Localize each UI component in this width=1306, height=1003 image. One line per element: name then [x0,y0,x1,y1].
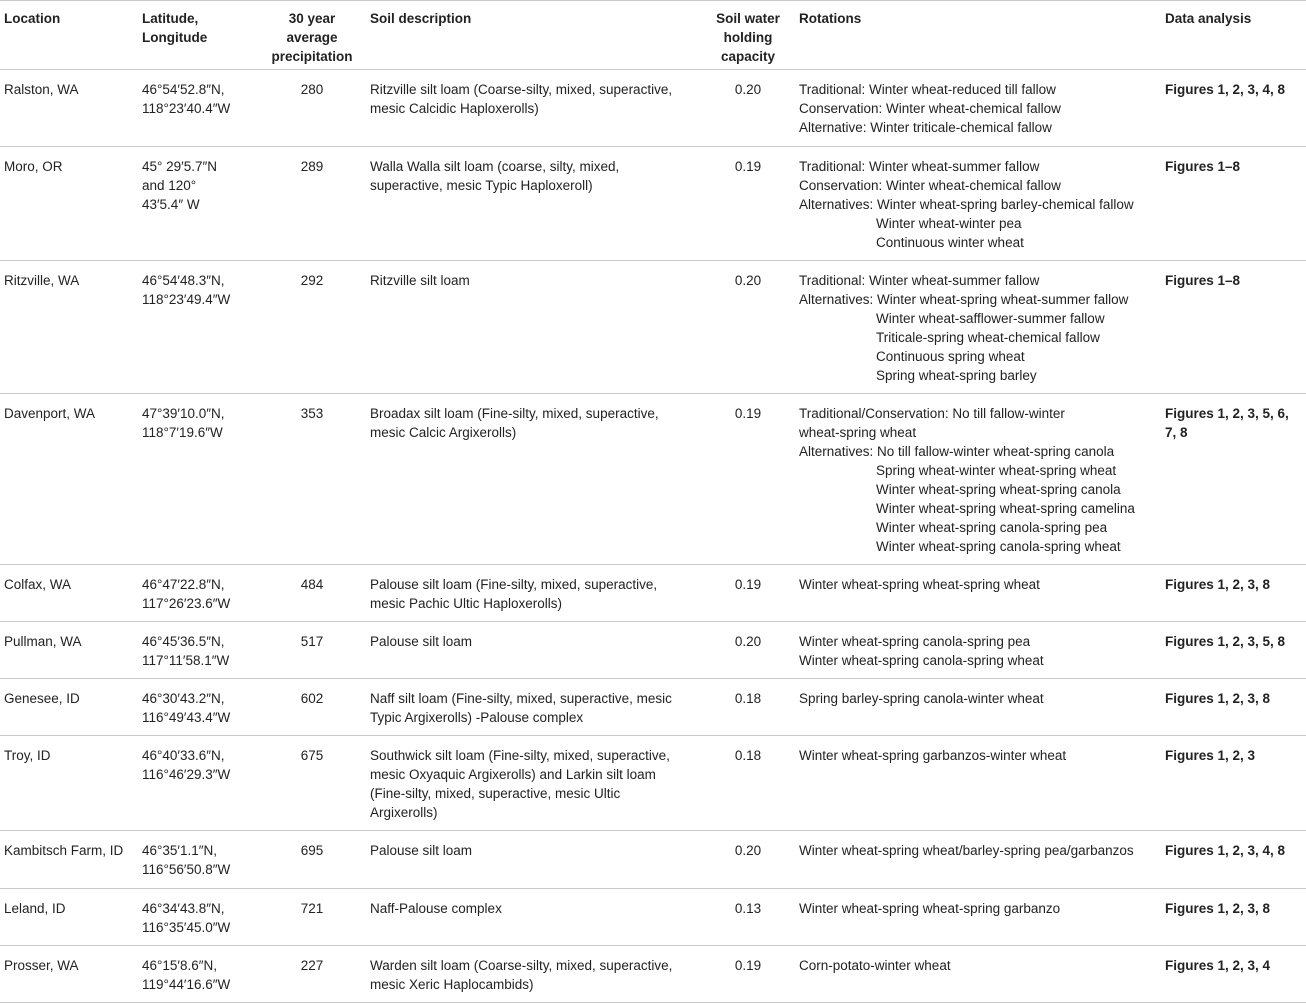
rotation-line: Winter wheat-spring canola-spring pea [876,520,1108,535]
precipitation-cell: 484 [300,577,324,592]
header-precipitation: 30 year average precipitation [271,11,353,64]
water-capacity-cell: 0.19 [734,577,762,592]
table-row [0,261,1306,394]
rotations-cell [795,565,1161,622]
location-cell: Ritzville, WA [4,273,80,288]
figures-reference: Figures 1, 2, 3, 5, 8 [1165,634,1286,649]
precipitation-cell: 675 [300,748,324,763]
latlon-line: 46°30′43.2″N, [142,691,225,706]
rotation-line: Winter wheat-spring wheat-spring canola [876,482,1121,497]
latlon-line: 46°54′52.8″N, [142,82,225,97]
latlon-cell [138,736,258,831]
data-analysis-cell [1161,70,1306,147]
data-analysis-cell [1161,736,1306,831]
rotations-cell [795,70,1161,147]
rotation-line: Winter wheat-spring garbanzos-winter wheat [799,748,1067,763]
rotation-line: Continuous winter wheat [876,235,1024,250]
data-analysis-cell [1161,946,1306,1003]
soil-description-cell: Broadax silt loam (Fine-silty, mixed, superactive, mesic Calcic Argixerolls) [370,406,659,440]
soil-description-cell: Palouse silt loam [370,634,473,649]
table-row [0,831,1306,889]
rotations-cell [795,147,1161,261]
water-capacity-cell: 0.18 [734,691,762,706]
precipitation-cell: 292 [300,273,324,288]
latlon-cell [138,70,258,147]
figures-reference: Figures 1, 2, 3, 5, 6, 7, 8 [1165,406,1289,440]
rotation-line: Winter wheat-spring wheat-spring wheat [799,577,1040,592]
rotation-line: Winter wheat-spring canola-spring wheat [799,653,1044,668]
table-row [0,394,1306,565]
header-row [0,1,1306,70]
latlon-line: 117°26′23.6″W [142,596,231,611]
rotations-cell [795,831,1161,889]
header-data-analysis: Data analysis [1165,11,1252,26]
rotation-line: Winter wheat-spring wheat-spring garbanzo [799,901,1061,916]
water-capacity-cell: 0.18 [734,748,762,763]
latlon-cell [138,679,258,736]
latlon-line: 46°35′1.1″N, [142,843,218,858]
latlon-line: and 120° [142,178,197,193]
water-capacity-cell: 0.19 [734,958,762,973]
soil-description-cell: Ritzville silt loam (Coarse-silty, mixed, superactive, mesic Calcidic Haploxerolls) [370,82,673,116]
water-capacity-cell: 0.20 [734,843,762,858]
location-cell: Colfax, WA [4,577,72,592]
precipitation-cell: 227 [300,958,324,973]
latlon-line: 116°49′43.4″W [142,710,231,725]
rotation-line: Winter wheat-spring canola-spring wheat [876,539,1121,554]
location-cell: Prosser, WA [4,958,79,973]
figures-reference: Figures 1–8 [1165,159,1241,174]
rotation-line: Conservation: Winter wheat-chemical fallow [799,178,1061,193]
figures-reference: Figures 1, 2, 3, 4 [1165,958,1271,973]
figures-reference: Figures 1, 2, 3, 4, 8 [1165,82,1286,97]
soil-description-cell: Naff-Palouse complex [370,901,502,916]
figures-reference: Figures 1, 2, 3, 8 [1165,691,1271,706]
rotations-cell [795,946,1161,1003]
latlon-cell [138,565,258,622]
rotation-line: Winter wheat-spring wheat-spring camelina [876,501,1135,516]
precipitation-cell: 695 [300,843,324,858]
location-cell: Troy, ID [4,748,51,763]
water-capacity-cell: 0.20 [734,273,762,288]
table-row [0,70,1306,147]
latlon-line: 116°46′29.3″W [142,767,231,782]
latlon-line: 46°34′43.8″N, [142,901,225,916]
latlon-line: 45° 29′5.7″N [142,159,218,174]
latlon-line: 116°56′50.8″W [142,862,231,877]
data-analysis-cell [1161,622,1306,679]
water-capacity-cell: 0.19 [734,406,762,421]
table-row [0,946,1306,1003]
latlon-line: 117°11′58.1″W [142,653,230,668]
precipitation-cell: 721 [300,901,324,916]
latlon-line: 118°23′49.4″W [142,292,231,307]
latlon-line: 119°44′16.6″W [142,977,231,992]
latlon-line: 46°40′33.6″N, [142,748,225,763]
latlon-line: 46°54′48.3″N, [142,273,225,288]
soil-description-cell: Palouse silt loam (Fine-silty, mixed, superactive, mesic Pachic Ultic Haploxerolls) [370,577,658,611]
latlon-line: 46°45′36.5″N, [142,634,225,649]
rotations-cell [795,394,1161,565]
rotation-line: Winter wheat-winter pea [876,216,1022,231]
precipitation-cell: 280 [300,82,324,97]
latlon-cell [138,394,258,565]
latlon-line: 47°39′10.0″N, [142,406,225,421]
rotation-line: Traditional: Winter wheat-reduced till fallow [799,82,1056,97]
figures-reference: Figures 1, 2, 3, 4, 8 [1165,843,1286,858]
location-cell: Ralston, WA [4,82,79,97]
data-analysis-cell [1161,261,1306,394]
figures-reference: Figures 1, 2, 3 [1165,748,1256,763]
latlon-cell [138,831,258,889]
location-cell: Moro, OR [4,159,63,174]
location-cell: Kambitsch Farm, ID [4,843,124,858]
soil-description-cell: Ritzville silt loam [370,273,470,288]
table-row [0,736,1306,831]
location-cell: Pullman, WA [4,634,82,649]
rotation-line: Spring wheat-spring barley [876,368,1037,383]
latlon-cell [138,147,258,261]
figures-reference: Figures 1–8 [1165,273,1241,288]
figures-reference: Figures 1, 2, 3, 8 [1165,901,1271,916]
precipitation-cell: 353 [300,406,324,421]
rotation-line: Spring wheat-winter wheat-spring wheat [876,463,1117,478]
precipitation-cell: 602 [300,691,324,706]
data-analysis-cell [1161,394,1306,565]
rotation-line: Conservation: Winter wheat-chemical fallow [799,101,1061,116]
precipitation-cell: 289 [300,159,324,174]
water-capacity-cell: 0.19 [734,159,762,174]
table-body [0,70,1306,1003]
soil-description-cell: Walla Walla silt loam (coarse, silty, mixed, superactive, mesic Typic Haploxeroll) [370,159,620,193]
soil-description-cell: Naff silt loam (Fine-silty, mixed, superactive, mesic Typic Argixerolls) -Palouse complex [370,691,672,725]
data-analysis-cell [1161,565,1306,622]
rotation-line: Triticale-spring wheat-chemical fallow [876,330,1100,345]
latlon-line: 46°15′8.6″N, [142,958,218,973]
location-cell: Genesee, ID [4,691,80,706]
header-water-capacity: Soil water holding capacity [716,11,780,64]
location-cell: Davenport, WA [4,406,96,421]
rotation-line: wheat-spring wheat [799,425,917,440]
table-row [0,147,1306,261]
latlon-line: 118°23′40.4″W [142,101,231,116]
header-location: Location [4,11,61,26]
latlon-cell [138,946,258,1003]
rotation-line: Alternatives: Winter wheat-spring wheat-summer fallow [799,292,1129,307]
latlon-cell [138,889,258,946]
table-row [0,889,1306,946]
latlon-cell [138,261,258,394]
header-soil-description: Soil description [370,11,472,26]
precipitation-cell: 517 [300,634,324,649]
table-header [0,1,1306,70]
water-capacity-cell: 0.20 [734,82,762,97]
rotations-cell [795,261,1161,394]
water-capacity-cell: 0.13 [734,901,762,916]
table-row [0,622,1306,679]
rotation-line: Continuous spring wheat [876,349,1025,364]
header-rotations: Rotations [799,11,862,26]
data-analysis-cell [1161,679,1306,736]
latlon-line: 118°7′19.6″W [142,425,223,440]
rotation-line: Alternatives: No till fallow-winter wheat-spring canola [799,444,1115,459]
rotation-line: Winter wheat-spring wheat/barley-spring pea/garbanzos [799,843,1134,858]
rotations-cell [795,622,1161,679]
location-cell: Leland, ID [4,901,66,916]
data-analysis-cell [1161,889,1306,946]
rotations-cell [795,679,1161,736]
rotations-cell [795,889,1161,946]
figures-reference: Figures 1, 2, 3, 8 [1165,577,1271,592]
latlon-line: 116°35′45.0″W [142,920,231,935]
table-row [0,679,1306,736]
rotation-line: Alternative: Winter triticale-chemical fallow [799,120,1052,135]
rotations-cell [795,736,1161,831]
soil-description-cell: Palouse silt loam [370,843,473,858]
table-row [0,565,1306,622]
rotation-line: Traditional: Winter wheat-summer fallow [799,159,1040,174]
data-analysis-cell [1161,147,1306,261]
rotation-line: Traditional/Conservation: No till fallow-winter [799,406,1065,421]
rotation-line: Corn-potato-winter wheat [799,958,951,973]
header-latlon: Latitude, Longitude [142,11,208,45]
rotation-line: Winter wheat-spring canola-spring pea [799,634,1031,649]
water-capacity-cell: 0.20 [734,634,762,649]
rotation-line: Spring barley-spring canola-winter wheat [799,691,1044,706]
soil-description-cell: Warden silt loam (Coarse-silty, mixed, superactive, mesic Xeric Haplocambids) [370,958,673,992]
latlon-line: 46°47′22.8″N, [142,577,225,592]
data-analysis-cell [1161,831,1306,889]
soil-description-cell: Southwick silt loam (Fine-silty, mixed, superactive, mesic Oxyaquic Argixerolls) and Larkin silt loam (Fine-silty, mixed, superactive, mesic Ultic Argixerolls) [370,748,670,820]
latlon-cell [138,622,258,679]
rotation-line: Traditional: Winter wheat-summer fallow [799,273,1040,288]
latlon-line: 43′5.4″ W [142,197,200,212]
rotation-line: Alternatives: Winter wheat-spring barley-chemical fallow [799,197,1134,212]
rotation-line: Winter wheat-safflower-summer fallow [876,311,1105,326]
